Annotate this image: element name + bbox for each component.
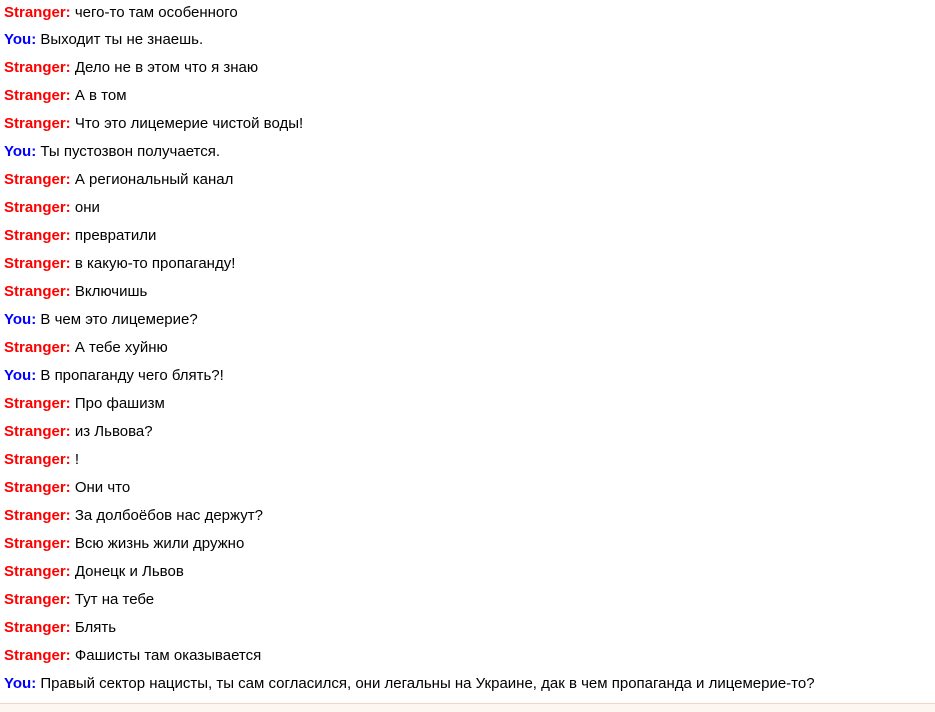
chat-log	[4, 0, 934, 698]
message-text: Блять	[74, 619, 117, 636]
message-text: !	[74, 451, 80, 468]
chat-message	[4, 54, 934, 82]
sender-label-stranger: Stranger:	[4, 591, 71, 608]
message-text: А региональный канал	[74, 171, 234, 188]
message-text: Всю жизнь жили дружно	[74, 535, 245, 552]
chat-message	[4, 614, 934, 642]
sender-label-stranger: Stranger:	[4, 87, 71, 104]
chat-message	[4, 110, 934, 138]
chat-input-area-edge	[0, 704, 935, 712]
message-text: Дело не в этом что я знаю	[74, 59, 259, 76]
chat-message	[4, 670, 934, 698]
sender-label-you: You:	[4, 675, 37, 692]
message-text: Что это лицемерие чистой воды!	[74, 115, 304, 132]
chat-message	[4, 306, 934, 334]
message-text: Выходит ты не знаешь.	[40, 31, 204, 48]
message-text: Правый сектор нацисты, ты сам согласился, они легальны на Украине, дак в чем пропаганда и лицемерие-то?	[40, 675, 815, 692]
sender-label-stranger: Stranger:	[4, 339, 71, 356]
chat-message	[4, 642, 934, 670]
message-text: Включишь	[74, 283, 148, 300]
message-text: Тут на тебе	[74, 591, 155, 608]
sender-label-stranger: Stranger:	[4, 199, 71, 216]
sender-label-stranger: Stranger:	[4, 59, 71, 76]
message-text: А в том	[74, 87, 127, 104]
chat-message	[4, 0, 934, 26]
sender-label-stranger: Stranger:	[4, 423, 71, 440]
chat-message	[4, 194, 934, 222]
sender-label-stranger: Stranger:	[4, 479, 71, 496]
message-text: В чем это лицемерие?	[40, 311, 198, 328]
chat-message	[4, 418, 934, 446]
message-text: Про фашизм	[74, 395, 165, 412]
message-text: превратили	[74, 227, 157, 244]
chat-message	[4, 222, 934, 250]
sender-label-stranger: Stranger:	[4, 395, 71, 412]
message-text: они	[74, 199, 100, 216]
chat-message	[4, 166, 934, 194]
sender-label-stranger: Stranger:	[4, 563, 71, 580]
chat-message	[4, 138, 934, 166]
sender-label-stranger: Stranger:	[4, 171, 71, 188]
chat-message	[4, 446, 934, 474]
message-text: чего-то там особенного	[74, 4, 238, 21]
sender-label-stranger: Stranger:	[4, 283, 71, 300]
chat-message	[4, 586, 934, 614]
chat-message	[4, 82, 934, 110]
chat-message	[4, 362, 934, 390]
sender-label-you: You:	[4, 311, 37, 328]
sender-label-stranger: Stranger:	[4, 647, 71, 664]
chat-message	[4, 26, 934, 54]
message-text: Донецк и Львов	[74, 563, 184, 580]
sender-label-you: You:	[4, 367, 37, 384]
chat-message	[4, 334, 934, 362]
sender-label-you: You:	[4, 143, 37, 160]
chat-message	[4, 278, 934, 306]
chat-message	[4, 474, 934, 502]
chat-message	[4, 502, 934, 530]
sender-label-stranger: Stranger:	[4, 535, 71, 552]
message-text: Фашисты там оказывается	[74, 647, 262, 664]
message-text: А тебе хуйню	[74, 339, 168, 356]
sender-label-stranger: Stranger:	[4, 4, 71, 21]
sender-label-you: You:	[4, 31, 37, 48]
message-text: Они что	[74, 479, 131, 496]
sender-label-stranger: Stranger:	[4, 255, 71, 272]
sender-label-stranger: Stranger:	[4, 115, 71, 132]
chat-message	[4, 530, 934, 558]
message-text: В пропаганду чего блять?!	[40, 367, 224, 384]
message-text: в какую-то пропаганду!	[74, 255, 236, 272]
message-text: За долбоёбов нас держут?	[74, 507, 263, 524]
message-text: из Львова?	[74, 423, 153, 440]
message-text: Ты пустозвон получается.	[40, 143, 221, 160]
sender-label-stranger: Stranger:	[4, 619, 71, 636]
chat-message	[4, 250, 934, 278]
chat-message	[4, 558, 934, 586]
sender-label-stranger: Stranger:	[4, 507, 71, 524]
sender-label-stranger: Stranger:	[4, 451, 71, 468]
sender-label-stranger: Stranger:	[4, 227, 71, 244]
chat-message	[4, 390, 934, 418]
